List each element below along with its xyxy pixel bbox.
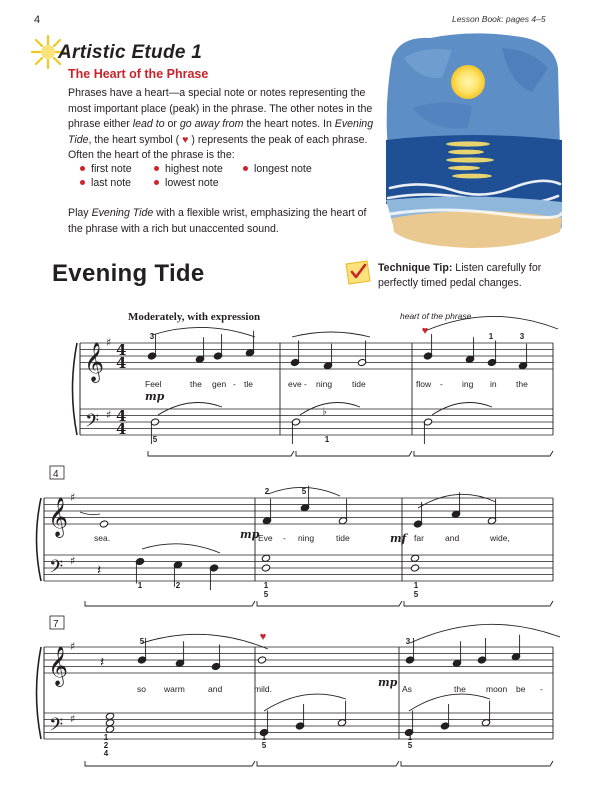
bass-clef: 𝄢: [85, 410, 100, 436]
brace: [37, 498, 42, 581]
lyric-syllable: tide: [336, 533, 350, 543]
pedal-mark: [401, 761, 553, 766]
treble-clef: 𝄞: [84, 342, 105, 382]
slur: [409, 694, 490, 711]
fingering-number: 1: [407, 733, 413, 742]
piece-title: Evening Tide: [52, 260, 205, 287]
note-head: [261, 564, 270, 572]
fingering-number: 5: [263, 590, 269, 599]
pedal-mark: [257, 761, 399, 766]
note-head: [257, 656, 266, 664]
key-signature-sharp: ♯: [70, 640, 76, 653]
lyric-syllable: Feel: [145, 379, 162, 389]
lyric-syllable: Eve: [258, 533, 273, 543]
fingering-number: 5: [413, 590, 419, 599]
lyric-syllable: far: [414, 533, 424, 543]
fingering-number: 2: [264, 487, 270, 496]
note-head: [105, 712, 114, 720]
brace: [73, 343, 78, 435]
play-text-2: with a flexible wrist, emphasizing the heart of the phrase with a rich but unaccented sound.: [68, 207, 367, 235]
lyric-syllable: wide,: [490, 533, 510, 543]
intro-text-1: Phrases have a heart—a special note or notes representing the most important place (peak) in the phrase. The other notes in the phrase either: [68, 87, 373, 130]
measure-number: 7: [53, 619, 59, 630]
heart-icon: ♥: [259, 631, 267, 643]
lyric-syllable: so: [137, 684, 146, 694]
lyric-syllable: in: [490, 379, 497, 389]
lyric-syllable: -: [540, 684, 543, 694]
lyric-syllable: eve: [288, 379, 302, 389]
pedal-mark: [296, 451, 412, 456]
fingering-number: 5: [407, 741, 413, 750]
tempo-marking: Moderately, with expression: [128, 311, 261, 323]
pedal-mark: [404, 601, 553, 606]
lyric-syllable: -: [233, 379, 236, 389]
lyric-syllable: the: [516, 379, 528, 389]
intro-emphasis-3: Evening Tide: [68, 118, 374, 146]
lyric-syllable: warm: [164, 684, 185, 694]
fingering-number: 5: [152, 435, 158, 444]
measure-number: 4: [53, 469, 59, 480]
rest: 𝄽: [100, 654, 105, 671]
play-text-1: Play: [68, 207, 92, 219]
list-item-label: first note: [91, 163, 132, 175]
fingering-number: 1: [103, 733, 109, 742]
fingering-number: 3: [519, 332, 525, 341]
lyric-syllable: the: [454, 684, 466, 694]
slur: [264, 694, 346, 711]
fingering-number: 1: [488, 332, 494, 341]
lyric-syllable: ning: [316, 379, 333, 389]
page-number: 4: [34, 14, 41, 26]
heart-icon: ♥: [421, 325, 429, 337]
play-emphasis: Evening Tide: [91, 207, 154, 219]
slur: [292, 332, 370, 337]
slur: [80, 512, 100, 515]
note-head: [261, 554, 270, 562]
intro-text-2: or: [164, 118, 180, 130]
time-signature-top: 4: [116, 407, 127, 425]
note-head: [410, 564, 419, 572]
note-head: [105, 719, 114, 727]
note-head: [410, 554, 419, 562]
treble-clef: 𝄞: [48, 497, 69, 537]
intro-text-5: ) represents the peak of each phrase. Often the heart of the phrase is the:: [68, 133, 368, 161]
intro-text-3: the heart notes. In: [243, 118, 335, 130]
dynamic-marking: mf: [390, 532, 407, 545]
lyric-syllable: ning: [298, 533, 315, 543]
pedal-mark: [85, 761, 255, 766]
fingering-number: 5: [261, 741, 267, 750]
fingering-number: 1: [263, 581, 269, 590]
lyric-syllable: tide: [352, 379, 366, 389]
dynamic-marking: mp: [378, 676, 398, 689]
etude-subtitle: The Heart of the Phrase: [68, 67, 209, 81]
intro-emphasis-2: go away from: [179, 118, 244, 130]
key-signature-sharp: ♯: [106, 408, 112, 422]
lyric-syllable: ing: [462, 379, 474, 389]
brace: [37, 647, 42, 739]
key-signature-sharp: ♯: [70, 554, 76, 568]
fingering-number: 3: [405, 637, 411, 646]
key-signature-sharp: ♯: [70, 491, 76, 504]
lyric-syllable: and: [208, 684, 223, 694]
list-item-label: longest note: [254, 163, 312, 175]
dynamic-marking: mp: [240, 528, 260, 541]
fingering-number: 1: [413, 581, 419, 590]
dynamic-marking: mp: [145, 390, 165, 403]
fingering-number: 5: [301, 487, 307, 496]
technique-tip-label: Technique Tip:: [378, 262, 453, 274]
heart-icon: ♥: [182, 133, 189, 146]
lyric-syllable: tle: [244, 379, 253, 389]
lyric-syllable: -: [304, 379, 307, 389]
rest: 𝄽: [97, 562, 102, 579]
pedal-mark: [414, 451, 553, 456]
pedal-mark: [257, 601, 402, 606]
lyric-syllable: mild.: [254, 684, 272, 694]
fingering-number: 3: [149, 332, 155, 341]
intro-text-4: , the heart symbol (: [88, 133, 183, 146]
lyric-syllable: and: [445, 533, 460, 543]
time-signature-top: 4: [116, 341, 127, 359]
slur: [410, 624, 560, 643]
bass-clef: 𝄢: [49, 556, 64, 582]
pedal-mark: [148, 451, 294, 456]
key-signature-sharp: ♯: [106, 336, 112, 349]
fingering-number: 4: [103, 749, 109, 758]
slur: [152, 327, 255, 337]
bass-clef: 𝄢: [49, 714, 64, 740]
slur: [425, 316, 558, 331]
pedal-mark: [85, 601, 255, 606]
time-signature-bottom: 4: [116, 420, 127, 438]
fingering-number: 1: [137, 581, 143, 590]
lyric-syllable: be: [516, 684, 526, 694]
list-item-label: last note: [91, 177, 132, 189]
lyric-syllable: moon: [486, 684, 508, 694]
treble-clef: 𝄞: [48, 646, 69, 686]
fingering-number: 2: [103, 741, 109, 750]
lyric-syllable: -: [440, 379, 443, 389]
lyric-syllable: the: [190, 379, 202, 389]
etude-title: Artistic Etude 1: [58, 42, 203, 63]
list-item-label: highest note: [165, 163, 223, 175]
time-signature-bottom: 4: [116, 354, 127, 372]
lesson-book-reference: Lesson Book: pages 4–5: [452, 14, 546, 24]
heart-of-phrase-label: heart of the phrase: [400, 311, 472, 321]
flat-accidental: ♭: [322, 406, 327, 418]
lyric-syllable: sea.: [94, 533, 111, 543]
fingering-number: 2: [175, 581, 181, 590]
intro-emphasis-1: lead to: [132, 118, 165, 130]
technique-tip-text: Listen carefully for perfectly timed pedal changes.: [378, 262, 542, 289]
key-signature-sharp: ♯: [70, 712, 76, 726]
list-item-label: lowest note: [165, 177, 219, 189]
slur: [142, 544, 220, 553]
fingering-number: 1: [261, 733, 267, 742]
fingering-number: 5: [139, 637, 145, 646]
lyric-syllable: gen: [212, 379, 227, 389]
note-head: [99, 520, 108, 528]
fingering-number: 1: [324, 435, 330, 444]
lyric-syllable: -: [283, 533, 286, 543]
slur: [418, 494, 496, 508]
lyric-syllable: flow: [416, 379, 432, 389]
lyric-syllable: As: [402, 684, 412, 694]
